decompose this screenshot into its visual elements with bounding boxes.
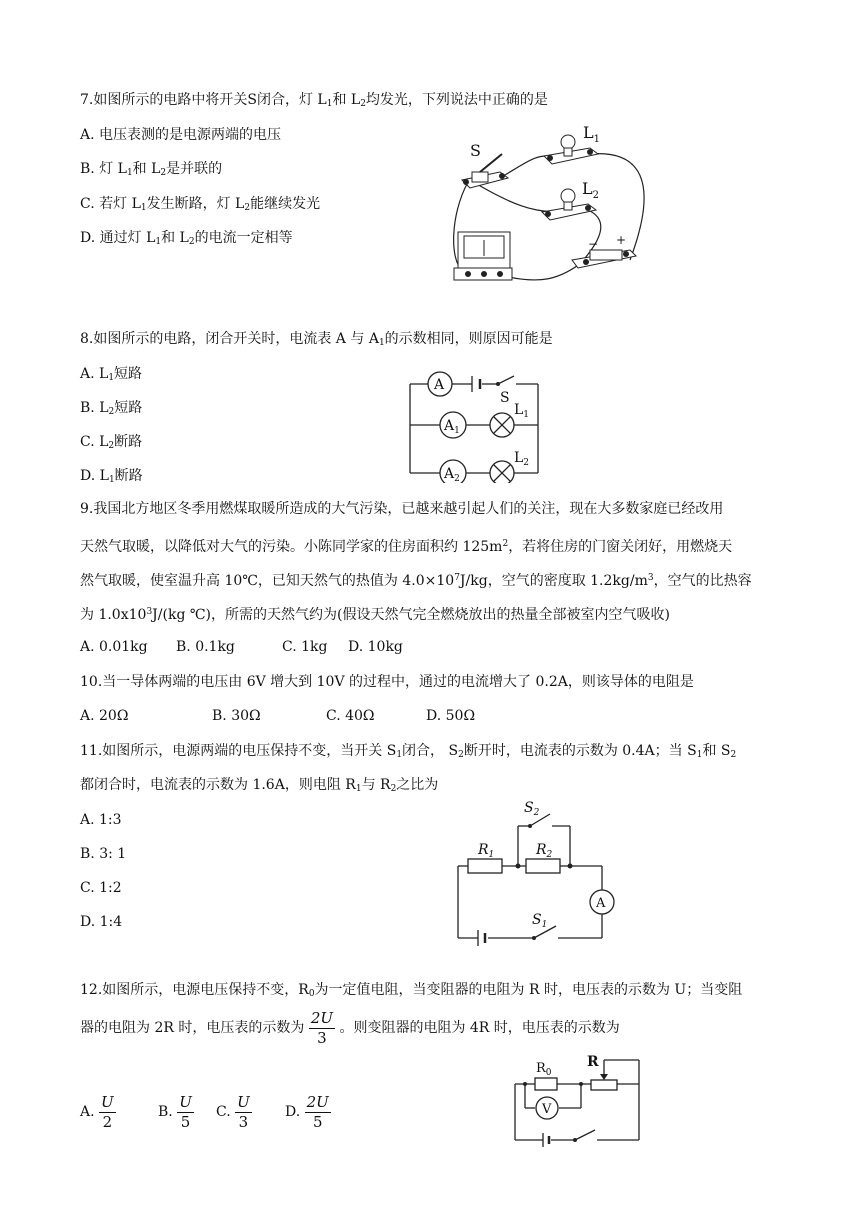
q10-option-d: D. 50Ω [426,708,476,724]
q9-option-c: C. 1kg [282,639,328,655]
q12-option-c: C. $\frac{U}{3}$ [216,1092,250,1131]
q12-label-r0-sub: 0 [545,1068,552,1078]
q8-option-d: D. $L_1$断路 [80,468,143,485]
q8-label-l1: L [514,402,524,418]
lamp-l2-icon [490,461,514,483]
q7-battery-plus: + [616,233,627,247]
q9-line3: 然气取暖，使室温升高 10℃，已知天然气的热值为 $4.0\times 10^7J/kg$，空气的密度取 $1.2kg/m^3$，空气的比热容 [80,573,752,589]
q12-option-a: A. $\frac{U}{2}$ [80,1092,114,1131]
q12-line1: 12.如图所示，电源电压保持不变，$R_0$为一定值电阻，当变阻器的电阻为 R 时，电压表的示数为 U；当变阻 [80,982,743,999]
q10-stem: 10.当一导体两端的电压由 6V 增大到 10V 的过程中，通过的电流增大了 0.2A，则该导体的电阻是 [80,674,694,690]
svg-text:L2 [582,179,599,201]
q12-option-b: B. $\frac{U}{5}$ [158,1092,192,1131]
q11-option-d: D. 1:4 [80,914,123,930]
q10-option-b: B. 30Ω [212,708,261,724]
q7-label-s: S [470,141,481,160]
q8-label-l1-sub: 1 [523,410,530,420]
q7-label-l1-sub: 1 [593,134,600,145]
q7-stem: 7.如图所示的电路中将开关S闭合，灯 $L_1$和 $L_2$均发光，下列说法中正确的是 [80,92,548,109]
switch-s [462,154,508,188]
q11-label-r1: R [478,842,489,858]
q11-option-b: B. 3: 1 [80,846,127,862]
q12-label-r0: R [536,1061,546,1076]
q12-circuit-figure [505,1050,650,1150]
q11-label-r2-sub: 2 [546,850,553,860]
q11-option-a: A. 1:3 [80,812,122,828]
q11-label-s1: S [532,912,542,928]
svg-text:S2 [524,800,540,818]
svg-text:S1 [532,912,547,930]
q9-line2: 天然气取暖，以降低对大气的污染。小陈同学家的住房面积约 $125m^2$，若将住房的门窗关闭好，用燃烧天 [80,539,733,555]
resistor-r0 [535,1078,557,1090]
q7-option-c: C. 若灯 $L_1$发生断路，灯 $L_2$能继续发光 [80,196,321,213]
q11-label-s1-sub: 1 [541,920,548,930]
q8-label-l2-sub: 2 [523,458,530,468]
svg-text:R0 [536,1061,552,1078]
q11-option-c: C. 1:2 [80,880,122,896]
svg-text:R1 [477,842,494,860]
q11-circuit-figure [450,798,625,948]
q8-label-a2-sub: 2 [454,474,460,483]
q9-line4: 为 $1.0x10^3J/(kg$ ℃)，所需的天然气约为(假设天然气完全燃烧放出的热量全部被室内空气吸收) [80,607,670,623]
q8-option-a: A. $L_1$短路 [80,366,143,383]
q8-label-a1-sub: 1 [454,426,460,436]
q9-option-a: A. 0.01kg [80,639,148,655]
q7-label-l2-sub: 2 [592,190,599,201]
q12-option-d: D. $\frac{2U}{5}$ [285,1092,329,1131]
q10-option-c: C. 40Ω [326,708,375,724]
q11-line1: 11.如图所示，电源两端的电压保持不变，当开关 $S_1$闭合， $S_2$断开时，电流表的示数为 0.4A；当 $S_1$和 $S_2$ [80,743,737,760]
q12-line2: 器的电阻为 2R 时，电压表的示数为 $\frac{2U}{3}$ 。则变阻器的电阻为 4R 时，电压表的示数为 [80,1008,620,1047]
resistor-r2 [526,859,560,873]
q7-label-l1: L [583,123,594,142]
q10-option-a: A. 20Ω [80,708,129,724]
resistor-r1 [468,859,502,873]
q9-option-d: D. 10kg [348,639,403,655]
svg-text:L2 [514,450,529,468]
battery [572,250,636,268]
q8-stem: 8.如图所示的电路，闭合开关时，电流表 A 与 $A_1$的示数相同，则原因可能是 [80,331,553,348]
q8-option-c: C. $L_2$断路 [80,434,143,451]
q8-label-a: A [434,377,445,393]
slider-arrow-icon [600,1074,608,1080]
svg-text:L1 [583,123,600,145]
q11-label-s2: S [524,800,534,816]
q12-fraction-2u-3: $\frac{2U}{3}$ [310,1008,333,1047]
rheostat-r [591,1080,617,1090]
svg-text:R2 [535,842,553,860]
q11-label-r2: R [536,842,547,858]
q11-label-r1-sub: 1 [488,850,495,860]
svg-text:L1 [514,402,529,420]
q8-label-a1: A [444,418,455,434]
q8-option-b: B. $L_2$短路 [80,400,143,417]
q8-label-a2: A [444,466,455,482]
q7-option-b: B. 灯 $L_1$和 $L_2$是并联的 [80,161,223,178]
q7-option-a: A. 电压表测的是电源两端的电压 [80,127,282,143]
q7-label-l2: L [582,179,593,198]
q8-circuit-figure [400,368,550,483]
q8-label-s: S [500,390,510,406]
q7-battery-minus: − [588,237,599,251]
q11-label-s2-sub: 2 [533,808,540,818]
voltmeter [454,232,512,280]
q7-option-d: D. 通过灯 $L_1$和 $L_2$的电流一定相等 [80,230,293,247]
switch-pivot [496,382,500,386]
q9-option-b: B. 0.1kg [176,639,235,655]
q12-label-r: R [587,1054,599,1070]
q7-circuit-figure [440,120,660,300]
q12-label-v: V [542,1102,552,1117]
q9-line1: 9.我国北方地区冬季用燃煤取暖所造成的大气污染，已越来越引起人们的关注，现在大多数家庭已经改用 [80,501,724,517]
q11-line2: 都闭合时，电流表的示数为 1.6A，则电阻 $R_1$与 $R_2$之比为 [80,777,439,794]
q8-label-l2: L [514,450,524,466]
q11-label-a: A [596,896,606,911]
